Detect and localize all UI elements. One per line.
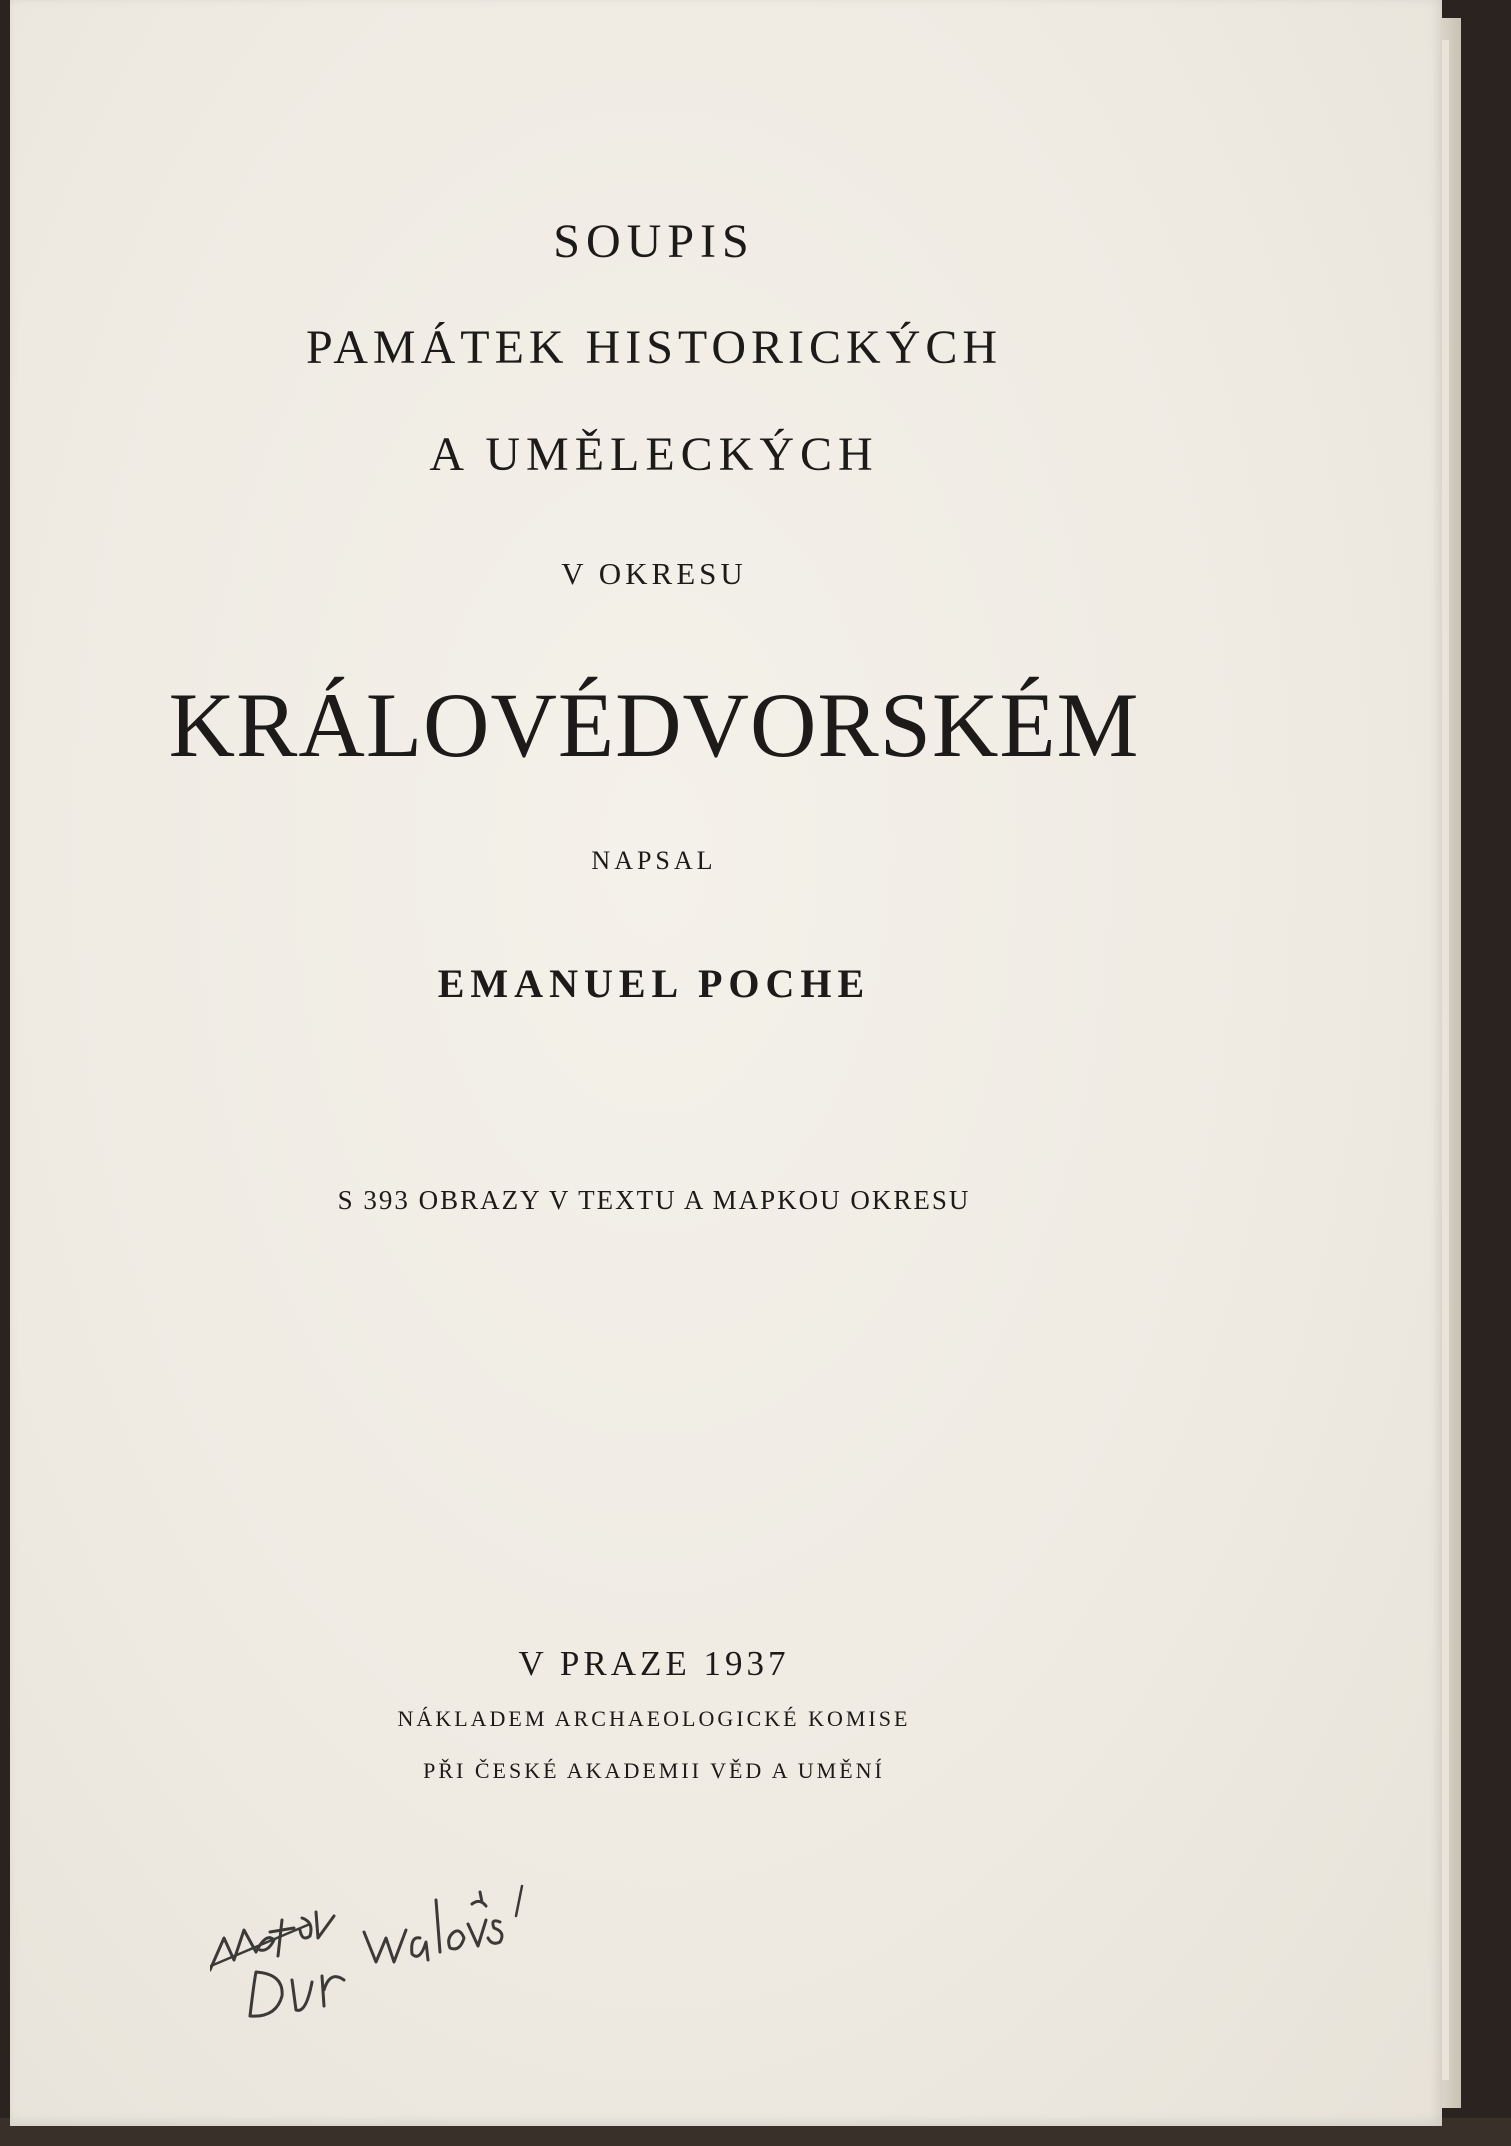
illustrations-note: S 393 OBRAZY V TEXTU A MAPKOU OKRESU <box>337 1185 971 1215</box>
series-title-line-2: PAMÁTEK HISTORICKÝCH <box>305 321 1003 374</box>
title-page <box>10 0 1442 2126</box>
place-and-year: V PRAZE 1937 <box>518 1644 790 1683</box>
author-name: EMANUEL POCHE <box>437 961 871 1006</box>
district-prefix: V OKRESU <box>561 556 747 591</box>
publisher-line-1: NÁKLADEM ARCHAEOLOGICKÉ KOMISE <box>397 1706 911 1731</box>
district-name: KRÁLOVÉDVORSKÉM <box>168 674 1140 776</box>
series-title-line-1: SOUPIS <box>553 215 755 268</box>
series-title-line-3: A UMĚLECKÝCH <box>429 428 879 481</box>
handwritten-pencil-note <box>210 1820 630 2060</box>
publisher-line-2: PŘI ČESKÉ AKADEMII VĚD A UMĚNÍ <box>423 1758 885 1783</box>
author-label: NAPSAL <box>591 846 717 875</box>
